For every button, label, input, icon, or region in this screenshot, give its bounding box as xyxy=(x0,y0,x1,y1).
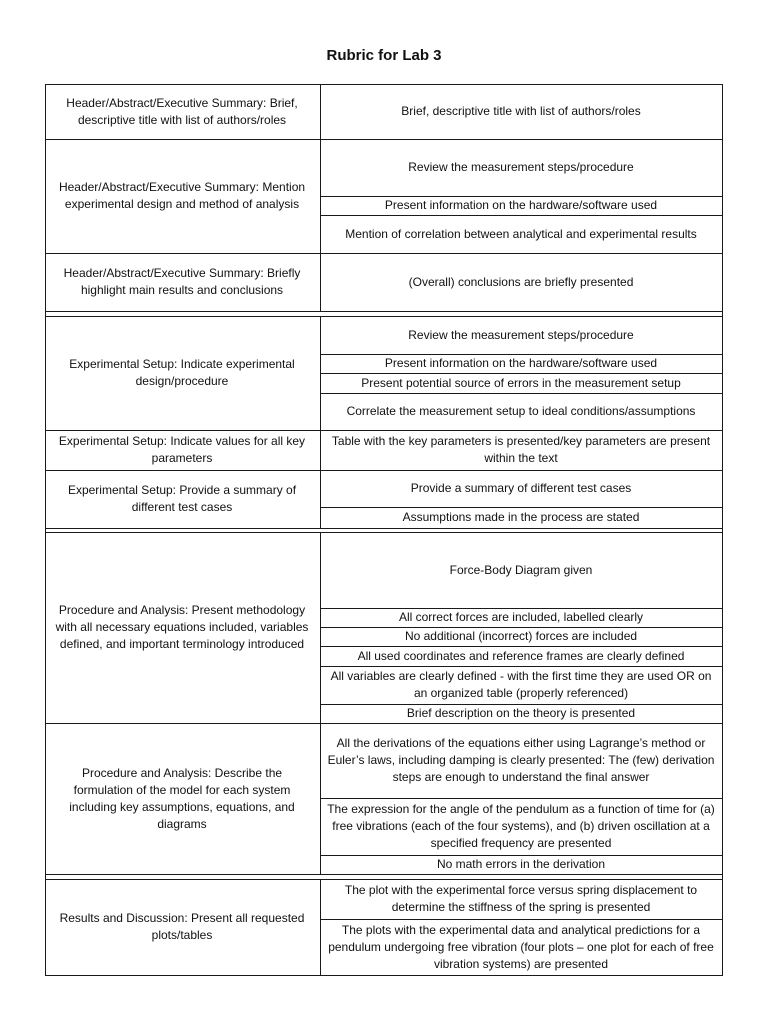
rubric-item-cell: All variables are clearly defined - with the first time they are used OR on an organized table (properly referenced) xyxy=(330,669,712,700)
column-border xyxy=(45,430,46,471)
criterion-cell: Header/Abstract/Executive Summary: Brief, descriptive title with list of authors/roles xyxy=(66,95,298,127)
rubric-item-cell: Provide a summary of different test cases xyxy=(410,481,632,495)
page-title: Rubric for Lab 3 xyxy=(326,47,442,64)
column-border xyxy=(45,879,46,976)
criterion-cell: Experimental Setup: Provide a summary of different test cases xyxy=(67,483,297,514)
rubric-item-cell: No math errors in the derivation xyxy=(436,857,606,871)
section-separator xyxy=(45,311,46,316)
rubric-item-cell: All correct forces are included, labelled clearly xyxy=(398,610,644,624)
row-border xyxy=(45,975,723,976)
rubric-item-cell: Present information on the hardware/software used xyxy=(384,356,658,370)
item-divider xyxy=(320,215,723,216)
criterion-cell: Header/Abstract/Executive Summary: Mention experimental design and method of analysis xyxy=(58,180,306,211)
row-border xyxy=(45,470,723,471)
item-divider xyxy=(320,704,723,705)
rubric-item-cell: Present information on the hardware/software used xyxy=(384,198,658,212)
column-border xyxy=(722,879,723,976)
rubric-item-cell: Review the measurement steps/procedure xyxy=(408,327,634,342)
column-border xyxy=(320,430,321,471)
row-border xyxy=(45,311,723,312)
row-border xyxy=(45,874,723,875)
item-divider xyxy=(320,196,723,197)
item-divider xyxy=(320,798,723,799)
rubric-item-cell: Correlate the measurement setup to ideal conditions/assumptions xyxy=(346,404,696,418)
row-border xyxy=(45,430,723,431)
column-border xyxy=(45,253,46,312)
rubric-item-cell: Table with the key parameters is presented/key parameters are present within the text xyxy=(331,434,711,465)
rubric-item-cell: All used coordinates and reference frames are clearly defined xyxy=(357,648,685,663)
section-separator xyxy=(722,528,723,532)
column-border xyxy=(722,430,723,471)
column-border xyxy=(722,723,723,875)
rubric-item-cell: Present potential source of errors in the measurement setup xyxy=(361,375,681,390)
row-border xyxy=(45,316,723,317)
rubric-item-cell: The plots with the experimental data and analytical predictions for a pendulum undergoing free vibration (four plots – one plot for each of free vibration systems) are presented xyxy=(328,922,714,971)
rubric-item-cell: The plot with the experimental force versus spring displacement to determine the stiffness of the spring is presented xyxy=(344,883,698,914)
column-border xyxy=(722,316,723,431)
item-divider xyxy=(320,855,723,856)
row-border xyxy=(45,528,723,529)
section-separator xyxy=(722,311,723,316)
row-border xyxy=(45,532,723,533)
item-divider xyxy=(320,354,723,355)
row-border xyxy=(45,253,723,254)
item-divider xyxy=(320,627,723,628)
rubric-item-cell: Mention of correlation between analytical and experimental results xyxy=(345,226,697,241)
rubric-item-cell: Force-Body Diagram given xyxy=(449,562,593,577)
column-border xyxy=(320,532,321,724)
column-border xyxy=(320,253,321,312)
criterion-cell: Experimental Setup: Indicate values for all key parameters xyxy=(58,434,306,465)
column-border xyxy=(320,139,321,254)
column-border xyxy=(320,470,321,529)
column-border xyxy=(320,316,321,431)
row-border xyxy=(45,84,723,85)
row-border xyxy=(45,139,723,140)
column-border xyxy=(45,723,46,875)
criterion-cell: Header/Abstract/Executive Summary: Briefly highlight main results and conclusions xyxy=(63,266,301,297)
rubric-item-cell: No additional (incorrect) forces are included xyxy=(404,629,638,643)
item-divider xyxy=(320,666,723,667)
row-border xyxy=(45,879,723,880)
criterion-cell: Results and Discussion: Present all requested plots/tables xyxy=(59,911,305,942)
column-border xyxy=(320,723,321,875)
criterion-cell: Procedure and Analysis: Describe the formulation of the model for each system including key assumptions, equations, and diagrams xyxy=(69,765,295,831)
rubric-item-cell: The expression for the angle of the pendulum as a function of time for (a) free vibrations (each of the four systems), and (b) driven oscillation at a specified frequency are presented xyxy=(327,802,715,850)
section-separator xyxy=(722,874,723,879)
column-border xyxy=(722,470,723,529)
column-border xyxy=(722,84,723,140)
column-border xyxy=(45,139,46,254)
item-divider xyxy=(320,373,723,374)
row-border xyxy=(45,723,723,724)
item-divider xyxy=(320,608,723,609)
column-border xyxy=(722,253,723,312)
column-border xyxy=(320,879,321,976)
rubric-item-cell: All the derivations of the equations either using Lagrange’s method or Euler’s laws, including damping is clearly presented: The (few) derivation steps are enough to understand the final answer xyxy=(327,736,715,784)
item-divider xyxy=(320,646,723,647)
rubric-item-cell: Brief, descriptive title with list of authors/roles xyxy=(401,104,641,118)
column-border xyxy=(45,84,46,140)
rubric-item-cell: Brief description on the theory is presented xyxy=(406,706,636,720)
column-border xyxy=(45,316,46,431)
rubric-item-cell: (Overall) conclusions are briefly presented xyxy=(408,274,634,289)
rubric-item-cell: Review the measurement steps/procedure xyxy=(408,160,634,174)
column-border xyxy=(722,139,723,254)
criterion-cell: Experimental Setup: Indicate experimental design/procedure xyxy=(69,357,295,388)
item-divider xyxy=(320,919,723,920)
rubric-item-cell: Assumptions made in the process are stated xyxy=(402,510,640,524)
column-border xyxy=(320,84,321,140)
section-separator xyxy=(45,874,46,879)
column-border xyxy=(45,470,46,529)
section-separator xyxy=(45,528,46,532)
criterion-cell: Procedure and Analysis: Present methodology with all necessary equations included, variables defined, and important terminology introduced xyxy=(55,603,309,651)
item-divider xyxy=(320,393,723,394)
column-border xyxy=(722,532,723,724)
item-divider xyxy=(320,507,723,508)
column-border xyxy=(45,532,46,724)
